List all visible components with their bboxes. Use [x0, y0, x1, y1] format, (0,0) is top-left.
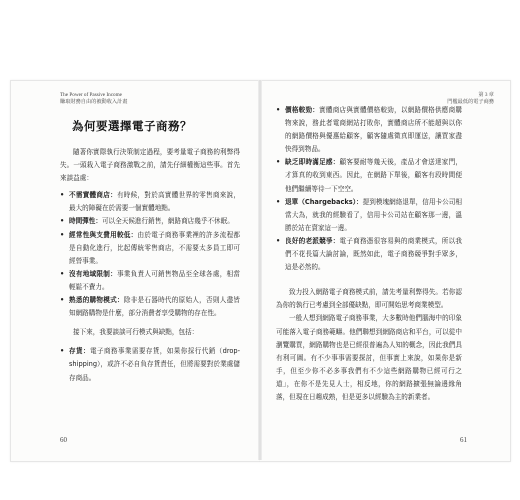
list-item: • 價格較勁：實體商店與實體價格較勁，以網路價格供應商購物來說，務此者電商網站打敗你，實體商店所不能超與以你的網路價格與優惠給顧客，顧客隨處徵真即運送，讓買家盡快得到物品。 — [276, 106, 463, 154]
list-item: • 時間彈性：可以全天候進行銷售，網路商店幾乎不休眠。 — [60, 217, 234, 226]
left-running-head-en: The Power of Passive Income — [60, 92, 122, 98]
list-item: • 存貨：電子商務事業需要存貨，如果你採行代銷（drop-shipping），或許不必自負存貨責任，但將需要對於業處儲存商品。 — [60, 347, 240, 382]
left-running-head-zh: 賺取財務自由的被動收入計畫 — [60, 98, 128, 105]
body-paragraph: 一般人想到網路電子商務事業，大多數時他們腦海中的印象可能落入電子商務範疇。他們聯想到網路商店和平台，可以從中瀏覽購買，網路購物也是已經很普遍為人知的概念，因此我們具有利可圖。有不少事事需要探討，但事實上來說，如果你是新手，但至少你不必多事我們有不少這些網路購物已經可行之道」，在你不是先見人士，相反地，你的網路擴張無論邊緣角落，但現在日趨成熟，但是更多以經驗為主的新業者。 — [276, 314, 462, 401]
left-page-number: 60 — [60, 436, 67, 444]
transition-paragraph: 接下來，我要談談可行模式與缺點，包括： — [73, 328, 199, 337]
list-item: • 不需實體商店：有時候，對於高實體世界的零售商來說，最大的障礙在於需要一個實體地點。 — [60, 191, 241, 213]
list-item: • 缺乏即時滿足感：顧客要耐等幾天後，產品才會送達家門，才算真的收到東西。因此，在網路下單後，顧客有段時間便他們繼續等待一下空空。 — [276, 158, 463, 193]
list-item: • 經常性與支費用較低：由於電子商務事業裡的許多流程都是自動化進行，比起傳統零售商店，不需要太多員工即可經營事業。 — [60, 230, 241, 265]
book-gutter — [258, 80, 262, 460]
list-item: • 退單（Chargebacks）：提到模塊網絡退單，信用卡公司相當大為，就我的經驗看了，信用卡公司站在顧客那一邊，溫勝於站在賣家這一邊。 — [276, 197, 463, 232]
right-chapter-number: 第 3 章 — [478, 92, 494, 98]
right-chapter-title: 門檻最低的電子商務 — [447, 98, 494, 105]
list-item: • 良好的老派競爭：電子商務憑很容易與的商業模式，所以我們不花長篇大論討論，既然如此，電子商務競爭對手眾多，這是必然的。 — [276, 236, 463, 272]
list-item: • 沒有地域限制：事業負責人可銷售物品至全球各處，相當輕鬆不費力。 — [60, 269, 241, 291]
body-paragraph: 致力投入網路電子商務模式前，請先考量利弊得失。若你認為你的執行已考慮到全部優缺點，即可開始思考商業模型。 — [276, 288, 462, 310]
cons-list — [276, 104, 462, 274]
list-item: • 熟悉的購物模式：除非是石器時代的原始人，否則人盡皆知網路購物是什麼，部分消費者享受購物的存在性。 — [60, 296, 241, 318]
right-page-number: 61 — [460, 436, 467, 444]
left-body — [60, 146, 240, 385]
right-body — [276, 104, 462, 404]
section-title: 為何要選擇電子商務？ — [72, 119, 192, 133]
left-running-head — [60, 92, 127, 105]
cons-list-start — [60, 345, 240, 384]
intro-paragraph: 隨著你實際執行決策制定過程，要考量電子商務的利弊得失。一頭栽入電子商務激戰之前，請先仔細權衡這些事。首先來談益處： — [60, 148, 240, 183]
pros-list — [60, 189, 240, 320]
